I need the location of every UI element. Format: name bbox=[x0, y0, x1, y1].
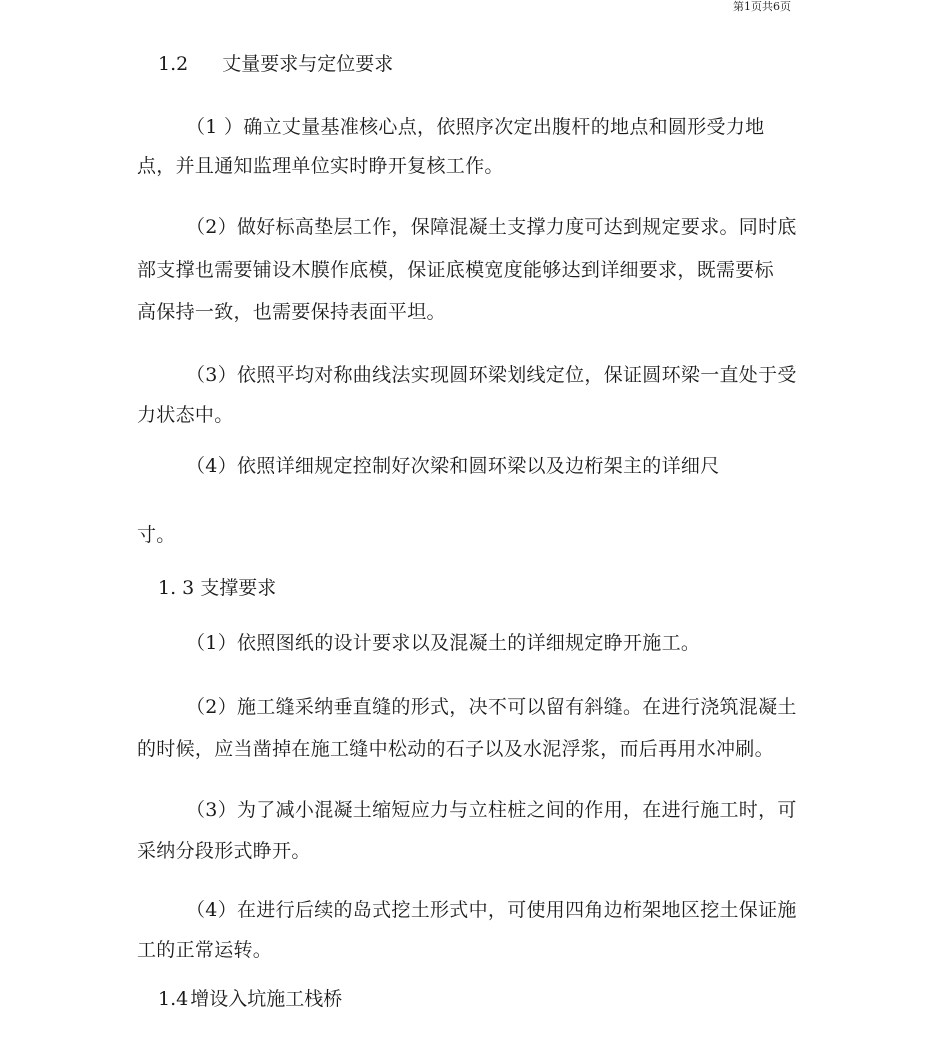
paragraph-line: 点，并且通知监理单位实时睁开复核工作。 bbox=[137, 155, 504, 177]
paragraph-line: （1）依照图纸的设计要求以及混凝土的详细规定睁开施工。 bbox=[186, 632, 701, 654]
section-heading bbox=[158, 52, 393, 76]
paragraph-line: （3）为了减小混凝土缩短应力与立柱桩之间的作用，在进行施工时，可 bbox=[186, 799, 797, 821]
paragraph-line: 寸。 bbox=[137, 524, 176, 546]
paragraph-line: 的时候，应当凿掉在施工缝中松动的石子以及水泥浮浆，而后再用水冲刷。 bbox=[137, 738, 774, 760]
paragraph-line: （3）依照平均对称曲线法实现圆环梁划线定位，保证圆环梁一直处于受 bbox=[186, 364, 797, 386]
section-title: 支撑要求 bbox=[200, 577, 277, 599]
section-title: 丈量要求与定位要求 bbox=[222, 53, 394, 75]
paragraph-line: （1 ）确立丈量基准核心点，依照序次定出腹杆的地点和圆形受力地 bbox=[186, 116, 765, 138]
paragraph-line: （4）依照详细规定控制好次梁和圆环梁以及边桁架主的详细尺 bbox=[186, 455, 720, 477]
paragraph-line: 力状态中。 bbox=[137, 404, 234, 426]
paragraph-line: 工的正常运转。 bbox=[137, 939, 273, 961]
section-number: 1. 3 bbox=[158, 577, 195, 599]
section-number: 1.2 bbox=[158, 53, 189, 75]
paragraph-line: （2）做好标高垫层工作，保障混凝土支撑力度可达到规定要求。同时底 bbox=[186, 216, 797, 238]
section-title: 增设入坑施工栈桥 bbox=[190, 988, 343, 1010]
section-number: 1.4 bbox=[158, 988, 189, 1010]
paragraph-line: 高保持一致，也需要保持表面平坦。 bbox=[137, 301, 446, 323]
paragraph-line: 部支撑也需要铺设木膜作底模，保证底模宽度能够达到详细要求，既需要标 bbox=[137, 259, 774, 281]
section-heading bbox=[158, 576, 276, 600]
paragraph-line: （4）在进行后续的岛式挖土形式中，可使用四角边桁架地区挖土保证施 bbox=[186, 899, 797, 921]
paragraph-line: 采纳分段形式睁开。 bbox=[137, 840, 311, 862]
section-heading bbox=[158, 987, 342, 1011]
paragraph-line: （2）施工缝采纳垂直缝的形式，决不可以留有斜缝。在进行浇筑混凝土 bbox=[186, 696, 797, 718]
page-number: 第1页共6页 bbox=[733, 0, 791, 13]
